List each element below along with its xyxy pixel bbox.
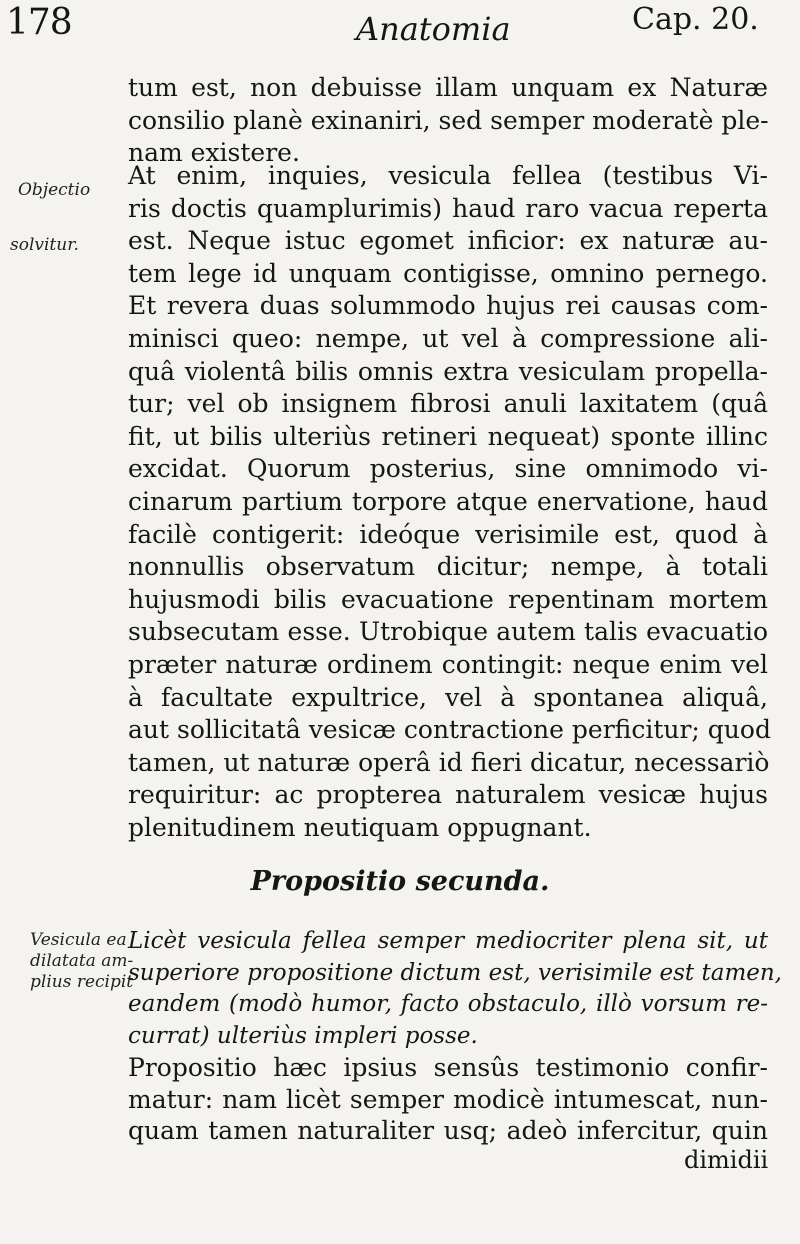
text-line: nam existere. — [128, 138, 300, 168]
margin-note-line: dilatata am- — [30, 951, 134, 971]
text-line: fit, ut bilis ulteriùs retineri nequeat) sponte illinc — [128, 421, 768, 451]
margin-note-line: Vesicula ea — [30, 930, 127, 950]
text-line: hujusmodi bilis evacuatione repentinam mortem — [128, 584, 768, 614]
text-line: At enim, inquies, vesicula fellea (testibus Vi- — [128, 161, 768, 190]
text-line: est. Neque istuc egomet inficior: ex naturæ au- — [128, 226, 768, 256]
text-line: aut sollicitatâ vesicæ contractione perficitur; quod — [128, 715, 771, 745]
margin-note-solution: solvitur. — [10, 235, 79, 255]
text-line: Licèt vesicula fellea semper mediocriter plena sit, ut — [128, 928, 768, 954]
text-line: à facultate expultrice, vel à spontanea aliquâ, — [128, 682, 768, 712]
paragraph-continuation — [128, 72, 768, 170]
text-line: nonnullis observatum dicitur; nempe, à totali — [128, 552, 768, 582]
text-line: ris doctis quamplurimis) haud raro vacua reperta — [128, 193, 768, 223]
section-heading: Propositio secunda. — [250, 866, 550, 897]
text-line: tur; vel ob insignem fibrosi anuli laxitatem (quâ — [128, 389, 768, 419]
margin-note-line: plius recipit — [30, 972, 134, 992]
text-line: Propositio hæc ipsius sensûs testimonio confir- — [128, 1053, 768, 1082]
text-line: tum est, non debuisse illam unquam ex Naturæ — [128, 73, 768, 102]
text-line: matur: nam licèt semper modicè intumescat, nun- — [128, 1084, 768, 1114]
paragraph-confirmation — [128, 1052, 768, 1147]
text-line: Et revera duas solummodo hujus rei causas com- — [128, 291, 768, 321]
text-line: plenitudinem neutiquam oppugnant. — [128, 812, 592, 842]
text-line: præter naturæ ordinem contingit: neque enim vel — [128, 649, 768, 679]
text-line: requiritur: ac propterea naturalem vesicæ hujus — [128, 780, 768, 810]
text-line: subsecutam esse. Utrobique autem talis evacuatio — [128, 617, 768, 647]
page-number: 178 — [6, 2, 72, 43]
text-line: facilè contigerit: ideóque verisimile est, quod à — [128, 519, 768, 549]
text-line: consilio planè exinaniri, sed semper moderatè ple- — [128, 105, 769, 135]
text-line: superiore propositione dictum est, verisimile est tamen, — [128, 959, 782, 986]
proposition-statement — [128, 926, 782, 1052]
margin-note-objection: Objectio — [18, 180, 91, 200]
text-line: tem lege id unquam contigisse, omnino pernego. — [128, 258, 768, 288]
running-head: Anatomia — [356, 10, 511, 48]
text-line: excidat. Quorum posterius, sine omnimodo vi- — [128, 454, 768, 484]
text-line: cinarum partium torpore atque enervatione, haud — [128, 486, 768, 516]
text-line: quâ violentâ bilis omnis extra vesiculam propella- — [128, 356, 768, 386]
text-line: minisci queo: nempe, ut vel à compressione ali- — [128, 323, 768, 353]
paragraph-objection — [128, 160, 771, 844]
text-line: currat) ulteriùs impleri posse. — [128, 1022, 478, 1049]
text-line: eandem (modò humor, facto obstaculo, illò vorsum re- — [128, 991, 768, 1017]
text-line: tamen, ut naturæ operâ id fieri dicatur, necessariò — [128, 747, 770, 777]
catchword: dimidii — [684, 1146, 769, 1174]
chapter-label: Cap. 20. — [632, 2, 759, 37]
text-line: quam tamen naturaliter usq; adeò infercitur, quin — [128, 1116, 768, 1145]
